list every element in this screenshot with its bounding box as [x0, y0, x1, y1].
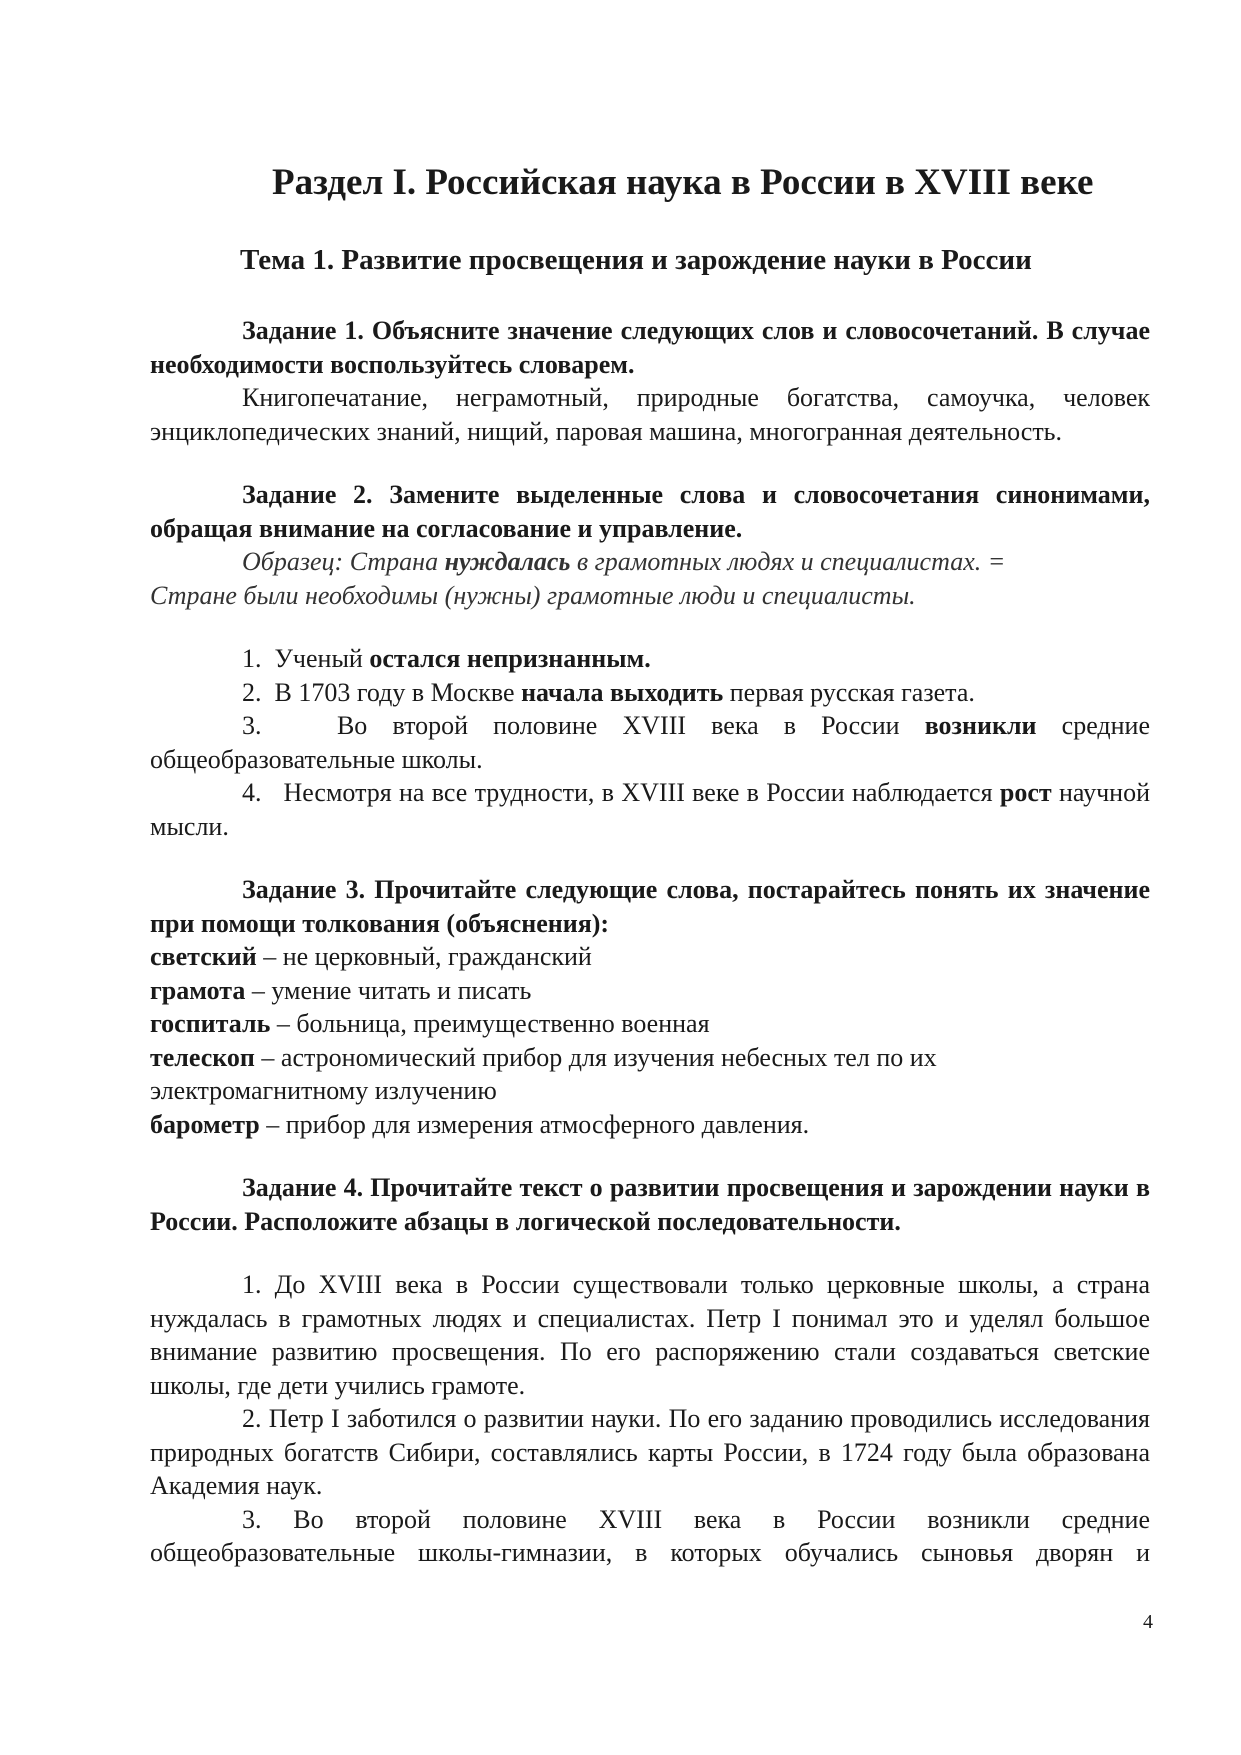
glossary-term: грамота — [150, 975, 246, 1005]
list-item-bold: начала выходить — [521, 677, 724, 707]
example-rest: в грамотных людях и специалистах. = — [570, 547, 1006, 576]
glossary-entry — [150, 1007, 1150, 1041]
task2-example-line2: Стране были необходимы (нужны) грамотные люди и специалисты. — [150, 580, 916, 610]
task1-text: Книгопечатание, неграмотный, природные богатства, самоучка, человек энциклопедических знаний, нищий, паровая машина, многогранная деятельность. — [150, 383, 1150, 446]
task1-heading: Задание 1. Объясните значение следующих слов и словосочетаний. В случае необходимости воспользуйтесь словарем. — [150, 316, 1150, 379]
list-item-number: 3. — [242, 711, 262, 740]
list-item-text: Несмотря на все трудности, в XVIII веке в России наблюдается — [283, 778, 1000, 807]
glossary-entry — [150, 940, 1150, 974]
list-item — [150, 676, 1150, 710]
list-item-number: 4. — [242, 778, 262, 807]
list-item — [150, 642, 1150, 676]
task4-heading: Задание 4. Прочитайте текст о развитии просвещения и зарождении науки в России. Расположите абзацы в логической последовательности. — [150, 1173, 1150, 1236]
list-item-bold: возникли — [924, 711, 1037, 740]
glossary — [150, 940, 1150, 1141]
list-item-number: 1. — [242, 644, 262, 673]
page-content — [150, 160, 1150, 1570]
task4-paragraph-2: 2. Петр I заботился о развитии науки. По его заданию проводились исследования природных богатств Сибири, составлялись карты России, в 1724 году была образована Академия наук. — [150, 1404, 1150, 1500]
task2-list — [150, 642, 1150, 843]
glossary-term: госпиталь — [150, 1009, 271, 1038]
list-item-text: Ученый — [274, 644, 370, 673]
list-item — [150, 776, 1150, 843]
list-item — [150, 709, 1150, 776]
list-item-bold: рост — [999, 778, 1052, 807]
topic-title: Тема 1. Развитие просвещения и зарождение науки в России — [240, 244, 1032, 276]
list-item-after: научной мысли. — [150, 778, 1151, 841]
glossary-entry — [150, 1041, 1150, 1108]
task4-paragraph-3: 3. Во второй половине XVIII века в России возникли средние общеобразовательные школы-гимназии, в которых обучались сыновья дворян и — [150, 1504, 1150, 1567]
list-item-number: 2. — [242, 677, 262, 707]
example-prefix: Образец: Страна — [242, 547, 445, 576]
task3-heading: Задание 3. Прочитайте следующие слова, постарайтесь понять их значение при помощи толкования (объяснения): — [150, 875, 1150, 938]
page-number: 4 — [1143, 1611, 1153, 1633]
glossary-definition: – не церковный, гражданский — [256, 942, 592, 971]
task2-example — [150, 545, 1150, 579]
glossary-term: барометр — [150, 1109, 260, 1139]
glossary-definition: – астрономический прибор для изучения небесных тел по их электромагнитному излучению — [150, 1042, 937, 1105]
task2-heading: Задание 2. Замените выделенные слова и словосочетания синонимами, обращая внимание на согласование и управление. — [150, 480, 1150, 543]
list-item-bold: остался непризнанным. — [369, 644, 651, 673]
section-title: Раздел I. Российская наука в России в XVIII веке — [272, 162, 1094, 203]
glossary-entry — [150, 1108, 1150, 1142]
list-item-after: первая русская газета. — [723, 677, 975, 707]
example-bold: нуждалась — [444, 547, 571, 576]
glossary-entry — [150, 974, 1150, 1008]
list-item-text: Во второй половине XVIII века в России — [336, 711, 925, 740]
list-item-after: средние общеобразовательные школы. — [150, 711, 1150, 774]
list-item-text: В 1703 году в Москве — [274, 677, 522, 707]
glossary-definition: – умение читать и писать — [245, 975, 532, 1005]
glossary-term: телескоп — [150, 1042, 255, 1072]
glossary-term: светский — [150, 942, 257, 971]
glossary-definition: – прибор для измерения атмосферного давления. — [259, 1109, 810, 1139]
glossary-definition: – больница, преимущественно военная — [270, 1009, 710, 1038]
task4-paragraph-1: 1. До XVIII века в России существовали только церковные школы, а страна нуждалась в грамотных людях и специалистах. Петр I понимал это и уделял большое внимание развитию просвещения. По его распоряжению стали создаваться светские школы, где дети учились грамоте. — [150, 1270, 1150, 1400]
